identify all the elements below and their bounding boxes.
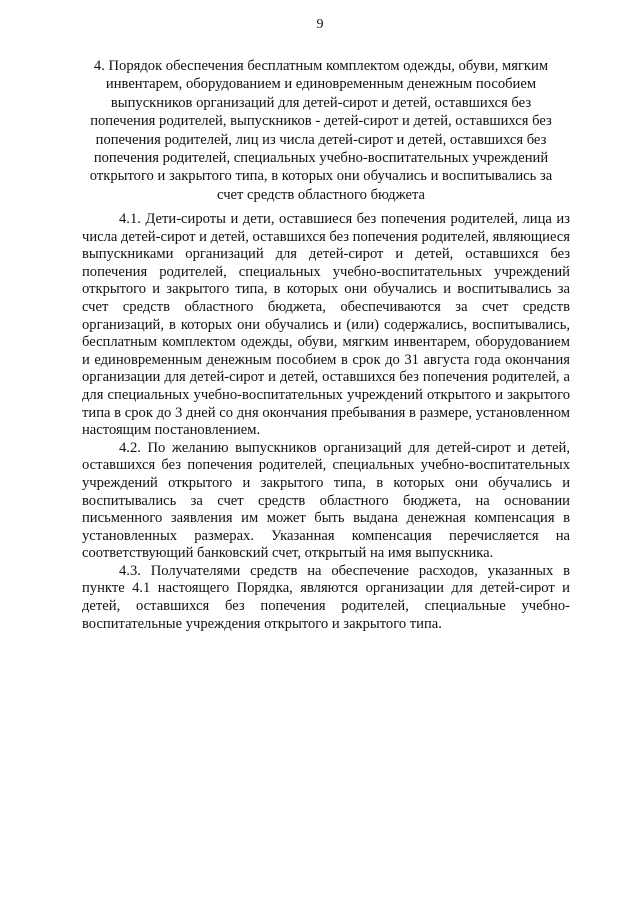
page-number: 9 — [316, 17, 324, 32]
section-body — [82, 211, 570, 633]
section-heading: 4. Порядок обеспечения бесплатным комплектом одежды, обуви, мягким инвентарем, оборудованием и единовременным денежным пособием выпускников организаций для детей-сирот и детей, оставшихся без попечения родителей, выпускников - детей-сирот и детей, оставшихся без попечения родителей, лиц из числа детей-сирот и детей, оставшихся без попечения родителей, специальных учебно-воспитательных учреждений открытого и закрытого типа, в которых они обучались и воспитывались за счет средств областного бюджета — [89, 58, 553, 203]
paragraph-4-1: 4.1. Дети-сироты и дети, оставшиеся без попечения родителей, лица из числа детей-сирот и детей, оставшихся без попечения родителей, являющиеся выпускниками организаций для детей-сирот и детей, оставшихся без попечения родителей, специальных учебно-воспитательных учреждений открытого и закрытого типа, в которых они обучались и воспитывались за счет средств областного бюджета, обеспечиваются за счет средств организаций, в которых они обучались и (или) содержались, воспитывались, бесплатным комплектом одежды, обуви, мягким инвентарем, оборудованием и единовременным денежным пособием в срок до 31 августа года окончания организации для детей-сирот и детей, оставшихся без попечения родителей, а для специальных учебно-воспитательных учреждений открытого и закрытого типа в срок до 3 дней со дня окончания пребывания в размере, установленном настоящим постановлением. — [82, 211, 570, 439]
paragraph-4-2: 4.2. По желанию выпускников организаций для детей-сирот и детей, оставшихся без попечения родителей, специальных учебно-воспитательных учреждений открытого и закрытого типа, в которых они обучались и воспитывались за счет средств областного бюджета, на основании письменного заявления им может быть выдана денежная компенсация в установленных размерах. Указанная компенсация перечисляется на соответствующий банковский счет, открытый на имя выпускника. — [82, 439, 570, 562]
paragraph-4-3: 4.3. Получателями средств на обеспечение расходов, указанных в пункте 4.1 настоящего Порядка, являются организации для детей-сирот и детей, оставшихся без попечения родителей, специальные учебно-воспитательные учреждения открытого и закрытого типа. — [82, 562, 570, 632]
